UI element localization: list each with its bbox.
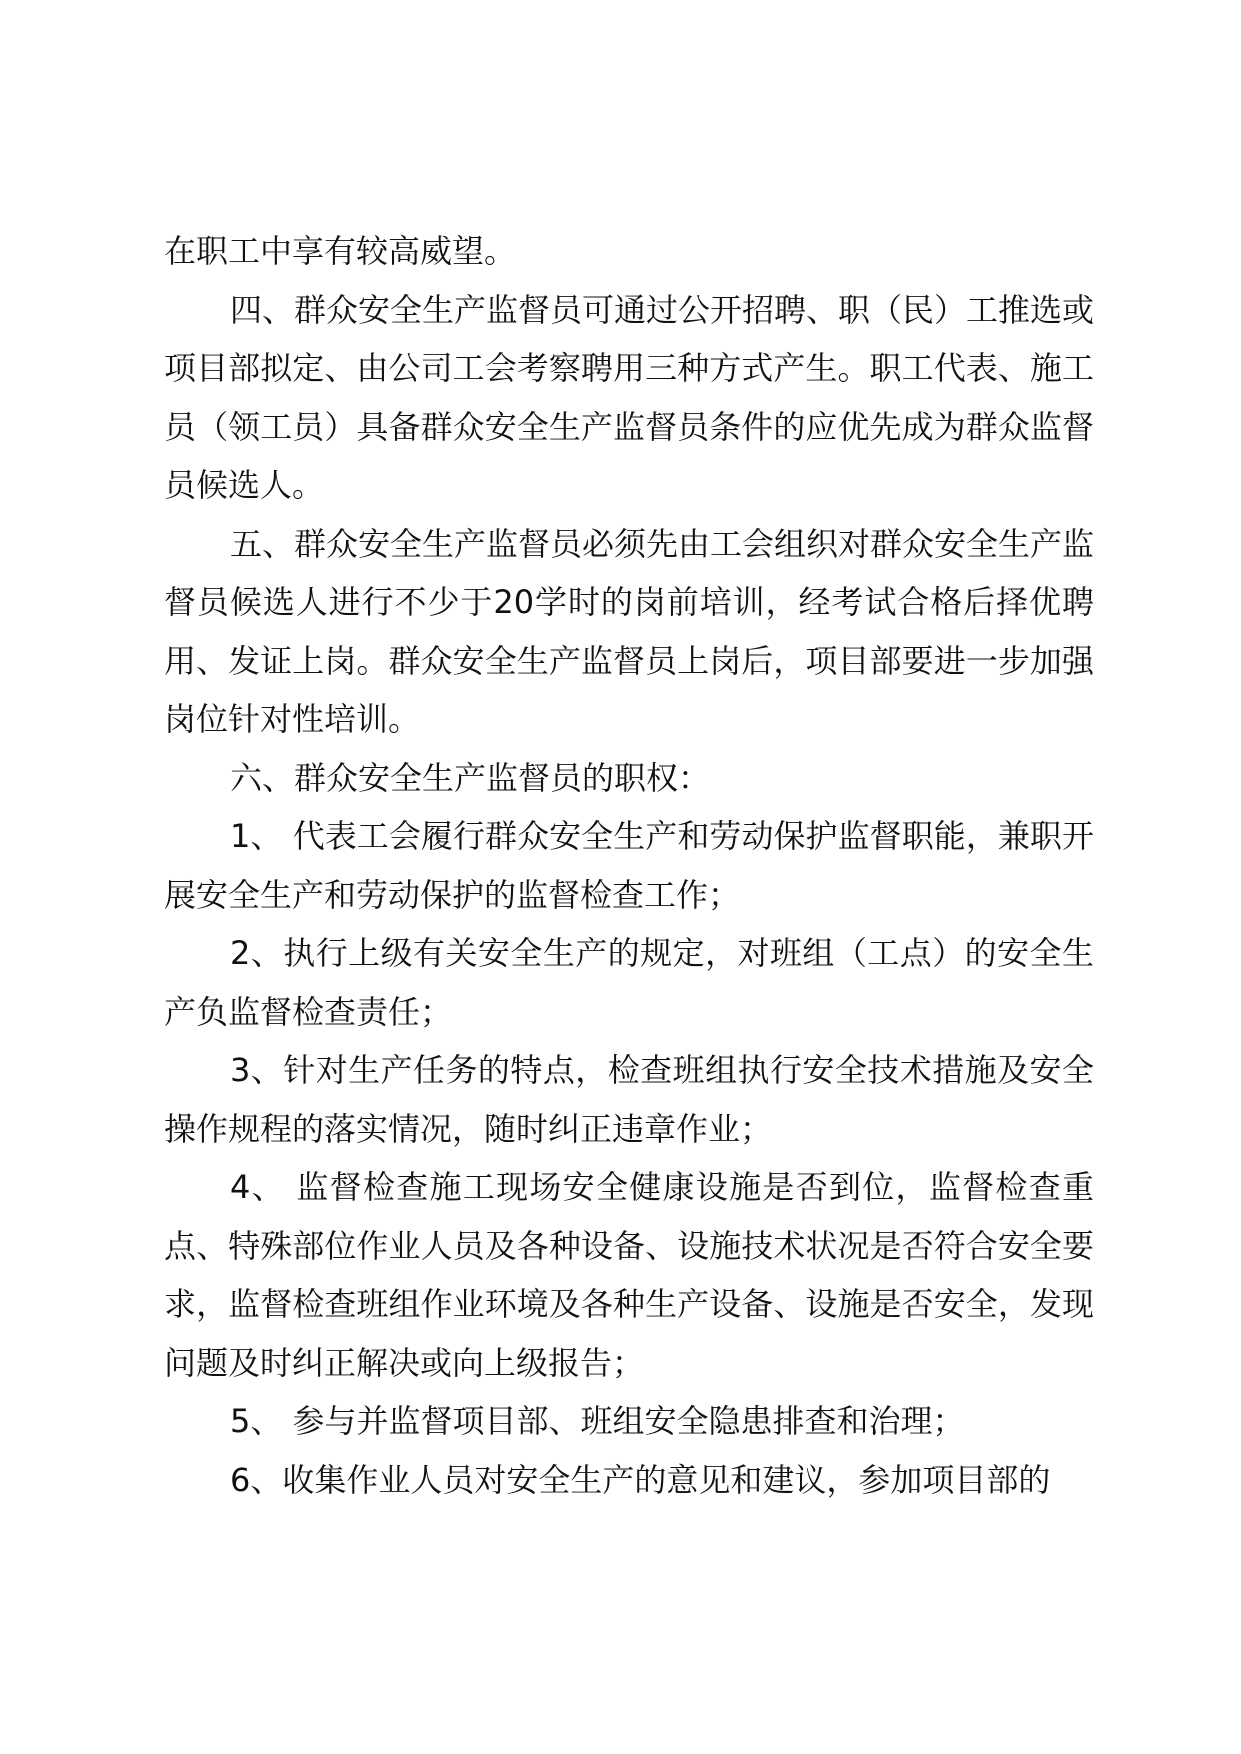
paragraph-3: 五、群众安全生产监督员必须先由工会组织对群众安全生产监督员候选人进行不少于20学时的岗前培训，经考试合格后择优聘用、发证上岗。群众安全生产监督员上岗后，项目部要进一步加强岗位针对性培训。 [164, 524, 1095, 738]
paragraph-1: 在职工中享有较高威望。 [164, 232, 517, 270]
paragraph-7: 3、针对生产任务的特点，检查班组执行安全技术措施及安全操作规程的落实情况，随时纠正违章作业； [164, 1051, 1094, 1148]
paragraph-5: 1、 代表工会履行群众安全生产和劳动保护监督职能，兼职开展安全生产和劳动保护的监督检查工作； [164, 817, 1094, 914]
paragraph-9: 5、 参与并监督项目部、班组安全隐患排查和治理； [230, 1402, 965, 1440]
paragraph-10: 6、收集作业人员对安全生产的意见和建议，参加项目部的 [230, 1460, 1051, 1499]
paragraph-4: 六、群众安全生产监督员的职权： [230, 758, 711, 797]
paragraph-8: 4、 监督检查施工现场安全健康设施是否到位，监督检查重点、特殊部位作业人员及各种设备、设施技术状况是否符合安全要求，监督检查班组作业环境及各种生产设备、设施是否安全，发现问题及时纠正解决或向上级报告； [164, 1168, 1094, 1382]
paragraph-6: 2、执行上级有关安全生产的规定，对班组（工点）的安全生产负监督检查责任； [164, 934, 1094, 1031]
paragraph-2: 四、群众安全生产监督员可通过公开招聘、职（民）工推选或项目部拟定、由公司工会考察聘用三种方式产生。职工代表、施工员（领工员）具备群众安全生产监督员条件的应优先成为群众监督员候选人。 [164, 290, 1095, 504]
document-body [164, 222, 1094, 1509]
